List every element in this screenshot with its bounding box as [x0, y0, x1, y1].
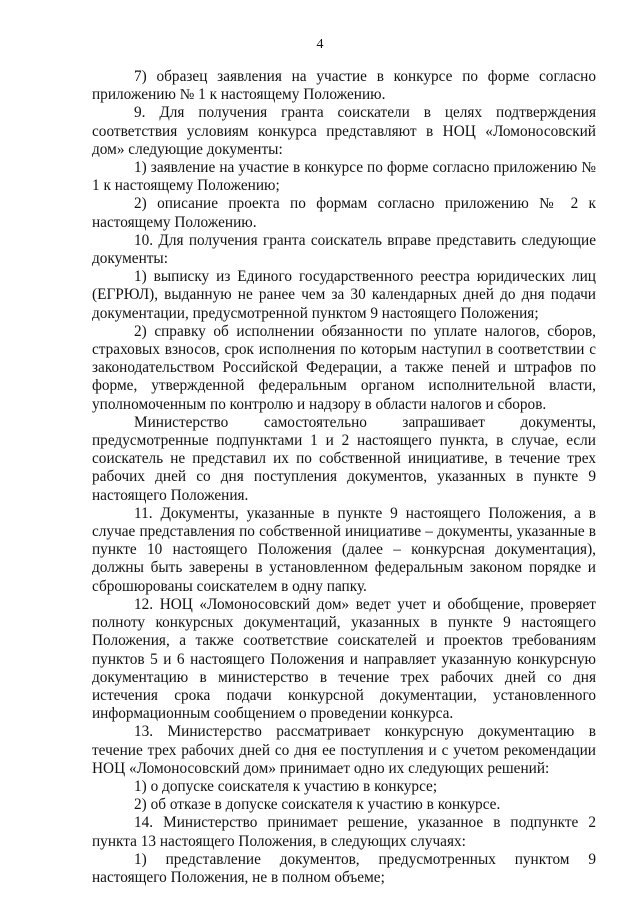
paragraph-section-9-item-2: 2) описание проекта по формам согласно приложению № 2 к настоящему Положению. — [92, 195, 596, 231]
paragraph-section-14-item-1: 1) представление документов, предусмотренных пунктом 9 настоящего Положения, не в полном объеме; — [92, 850, 596, 886]
paragraph-section-13: 13. Министерство рассматривает конкурсную документацию в течение трех рабочих дней со дня ее поступления и с учетом рекомендации НОЦ «Ломоносовский дом» принимает одно их следующих решений: — [92, 723, 596, 777]
paragraph-section-14: 14. Министерство принимает решение, указанное в подпункте 2 пункта 13 настоящего Положения, в следующих случаях: — [92, 814, 596, 850]
document-body — [92, 68, 596, 887]
paragraph-section-12: 12. НОЦ «Ломоносовский дом» ведет учет и обобщение, проверяет полноту конкурсных документаций, указанных в пункте 9 настоящего Положения, а также соответствие соискателей и проектов требованиям пунктов 5 и 6 настоящего Положения и направляет указанную конкурсную документацию в министерство в течение трех рабочих дней со дня истечения срока подачи конкурсной документации, установленного информационным сообщением о проведении конкурса. — [92, 595, 596, 723]
paragraph-section-10-note: Министерство самостоятельно запрашивает документы, предусмотренные подпунктами 1 и 2 настоящего пункта, в случае, если соискатель не представил их по собственной инициативе, в течение трех рабочих дней со дня поступления документов, указанных в пункте 9 настоящего Положения. — [92, 413, 596, 504]
paragraph-section-9: 9. Для получения гранта соискатели в целях подтверждения соответствия условиям конкурса представляют в НОЦ «Ломоносовский дом» следующие документы: — [92, 104, 596, 158]
paragraph-section-9-item-1: 1) заявление на участие в конкурсе по форме согласно приложению № 1 к настоящему Положению; — [92, 159, 596, 195]
page-number: 4 — [316, 37, 324, 52]
paragraph-section-11: 11. Документы, указанные в пункте 9 настоящего Положения, а в случае представления по собственной инициативе – документы, указанные в пункте 10 настоящего Положения (далее – конкурсная документация), должны быть заверены в установленном федеральным законом порядке и сброшюрованы соискателем в одну папку. — [92, 504, 596, 595]
paragraph-section-10: 10. Для получения гранта соискатель вправе представить следующие документы: — [92, 231, 596, 268]
paragraph-section-10-item-2: 2) справку об исполнении обязанности по уплате налогов, сборов, страховых взносов, срок исполнения по которым наступил в соответствии с законодательством Российской Федерации, а также пеней и штрафов по форме, утвержденной федеральным органом исполнительной власти, уполномоченным по контролю и надзору в области налогов и сборов. — [92, 322, 596, 413]
paragraph-section-13-item-1: 1) о допуске соискателя к участию в конкурсе; — [134, 777, 438, 795]
paragraph-item-7: 7) образец заявления на участие в конкурсе по форме согласно приложению № 1 к настоящему Положению. — [92, 68, 596, 104]
paragraph-section-13-item-2: 2) об отказе в допуске соискателя к участию в конкурсе. — [134, 796, 501, 814]
paragraph-section-10-item-1: 1) выписку из Единого государственного реестра юридических лиц (ЕГРЮЛ), выданную не ранее чем за 30 календарных дней до дня подачи документации, предусмотренной пунктом 9 настоящего Положения; — [92, 268, 596, 322]
